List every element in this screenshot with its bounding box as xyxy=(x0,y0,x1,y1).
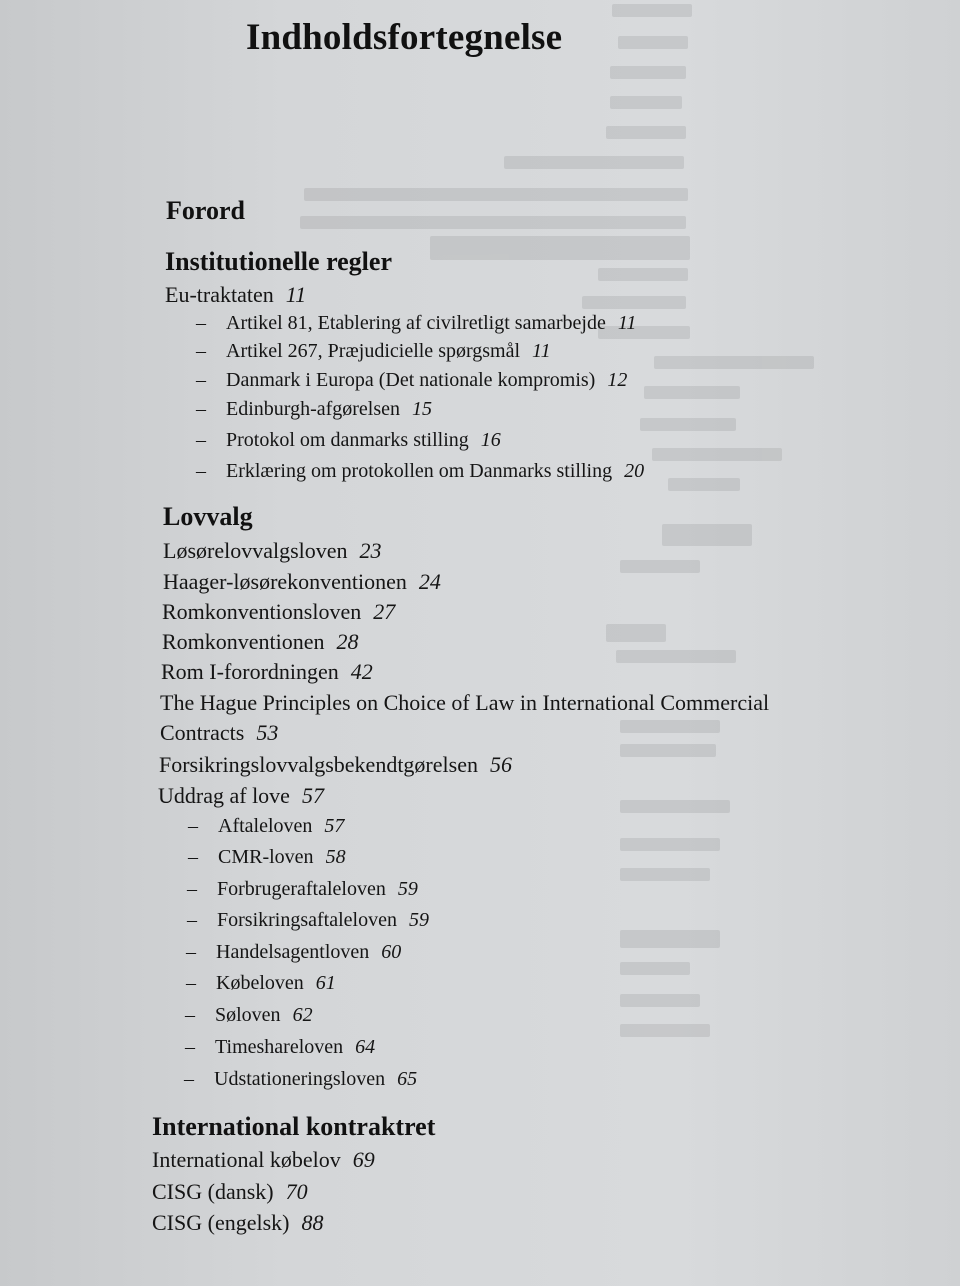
toc-subentry[interactable] xyxy=(196,460,644,483)
toc-subentry[interactable] xyxy=(185,1004,313,1027)
toc-entry[interactable] xyxy=(152,1179,308,1205)
entry-page: 70 xyxy=(285,1179,308,1204)
toc-entry[interactable] xyxy=(160,720,278,746)
entry-label: Edinburgh-afgørelsen xyxy=(226,398,401,420)
entry-label: Erklæring om protokollen om Danmarks stilling xyxy=(226,460,613,482)
section-heading-international-kontraktret: International kontraktret xyxy=(152,1112,436,1141)
entry-label: International købelov xyxy=(152,1147,341,1172)
entry-page: 11 xyxy=(617,312,637,334)
toc-subentry[interactable] xyxy=(188,815,344,838)
toc-entry[interactable] xyxy=(159,752,512,778)
entry-page: 59 xyxy=(408,909,429,931)
toc-subentry[interactable] xyxy=(196,340,551,363)
toc-entry[interactable] xyxy=(152,1210,323,1236)
entry-label: Søloven xyxy=(215,1004,281,1026)
entry-page: 24 xyxy=(418,569,441,594)
entry-label: Aftaleloven xyxy=(218,815,313,837)
dash-glyph: – xyxy=(185,1004,195,1026)
entry-label: CMR-loven xyxy=(218,846,314,868)
dash-glyph: – xyxy=(196,398,206,420)
entry-page: 16 xyxy=(480,429,501,451)
entry-label: Forsikringslovvalgsbekendtgørelsen xyxy=(159,752,478,777)
entry-label: Artikel 81, Etablering af civilretligt samarbejde xyxy=(226,312,606,334)
entry-label: Købeloven xyxy=(216,972,304,994)
entry-label: Romkonventionsloven xyxy=(162,599,362,624)
section-heading-forord: Forord xyxy=(166,196,245,225)
toc-subentry[interactable] xyxy=(185,1036,375,1059)
entry-label: Danmark i Europa (Det nationale kompromis) xyxy=(226,369,596,391)
entry-page: 88 xyxy=(301,1210,324,1235)
entry-page: 65 xyxy=(397,1068,418,1090)
toc-entry[interactable] xyxy=(158,783,324,809)
entry-page: 15 xyxy=(412,398,433,420)
dash-glyph: – xyxy=(187,909,197,931)
toc-entry[interactable] xyxy=(162,629,359,655)
dash-glyph: – xyxy=(185,1036,195,1058)
toc-entry[interactable] xyxy=(163,538,382,564)
dash-glyph: – xyxy=(188,815,198,837)
toc-entry[interactable] xyxy=(165,282,306,308)
dash-glyph: – xyxy=(196,312,206,334)
toc-entry[interactable] xyxy=(163,569,441,595)
dash-glyph: – xyxy=(196,429,206,451)
toc-entry[interactable] xyxy=(152,1147,375,1173)
entry-page: 20 xyxy=(624,460,645,482)
entry-page: 60 xyxy=(381,941,402,963)
toc-subentry[interactable] xyxy=(196,369,627,392)
entry-label: Timeshareloven xyxy=(215,1036,344,1058)
toc-subentry[interactable] xyxy=(188,846,346,869)
entry-label: Uddrag af love xyxy=(158,783,290,808)
dash-glyph: – xyxy=(196,340,206,362)
entry-label: Løsørelovvalgsloven xyxy=(163,538,348,563)
dash-glyph: – xyxy=(184,1068,194,1090)
entry-page: 57 xyxy=(301,783,324,808)
toc-subentry[interactable] xyxy=(196,398,432,421)
toc-subentry[interactable] xyxy=(196,312,636,335)
dash-glyph: – xyxy=(187,878,197,900)
entry-label: CISG (dansk) xyxy=(152,1179,274,1204)
entry-page: 57 xyxy=(324,815,345,837)
toc-subentry[interactable] xyxy=(187,878,418,901)
dash-glyph: – xyxy=(186,972,196,994)
entry-page: 61 xyxy=(315,972,336,994)
dash-glyph: – xyxy=(196,369,206,391)
section-heading-lovvalg: Lovvalg xyxy=(163,502,253,531)
entry-page: 53 xyxy=(256,720,279,745)
toc-entry[interactable] xyxy=(161,659,373,685)
toc-subentry[interactable] xyxy=(186,972,336,995)
toc-subentry[interactable] xyxy=(187,909,429,932)
toc-entry[interactable] xyxy=(162,599,395,625)
entry-page: 69 xyxy=(352,1147,375,1172)
toc-subentry[interactable] xyxy=(186,941,401,964)
entry-label: Haager-løsørekonventionen xyxy=(163,569,407,594)
entry-page: 59 xyxy=(397,878,418,900)
entry-label: Forsikringsaftaleloven xyxy=(217,909,397,931)
entry-page: 62 xyxy=(292,1004,313,1026)
entry-page: 11 xyxy=(285,282,307,307)
entry-page: 58 xyxy=(325,846,346,868)
entry-label: CISG (engelsk) xyxy=(152,1210,290,1235)
entry-label: Udstationeringsloven xyxy=(214,1068,386,1090)
dash-glyph: – xyxy=(196,460,206,482)
entry-page: 64 xyxy=(355,1036,376,1058)
entry-page: 12 xyxy=(607,369,628,391)
entry-label: Protokol om danmarks stilling xyxy=(226,429,469,451)
toc-subentry[interactable] xyxy=(196,429,501,452)
entry-label: Rom I-forordningen xyxy=(161,659,339,684)
dash-glyph: – xyxy=(186,941,196,963)
section-heading-institutionelle-regler: Institutionelle regler xyxy=(165,247,392,276)
entry-page: 23 xyxy=(359,538,382,563)
entry-label: The Hague Principles on Choice of Law in International Commercial xyxy=(160,690,770,715)
entry-page: 11 xyxy=(532,340,551,362)
page-title: Indholdsfortegnelse xyxy=(246,17,563,58)
entry-page: 42 xyxy=(350,659,373,684)
entry-label: Handelsagentloven xyxy=(216,941,370,963)
entry-label: Eu-traktaten xyxy=(165,282,274,307)
entry-page: 27 xyxy=(373,599,396,624)
entry-label: Forbrugeraftaleloven xyxy=(217,878,386,900)
entry-label: Contracts xyxy=(160,720,245,745)
entry-label: Artikel 267, Præjudicielle spørgsmål xyxy=(226,340,521,362)
toc-entry[interactable] xyxy=(160,690,769,716)
toc-subentry[interactable] xyxy=(184,1068,417,1091)
entry-page: 28 xyxy=(336,629,359,654)
entry-page: 56 xyxy=(489,752,512,777)
dash-glyph: – xyxy=(188,846,198,868)
entry-label: Romkonventionen xyxy=(162,629,325,654)
